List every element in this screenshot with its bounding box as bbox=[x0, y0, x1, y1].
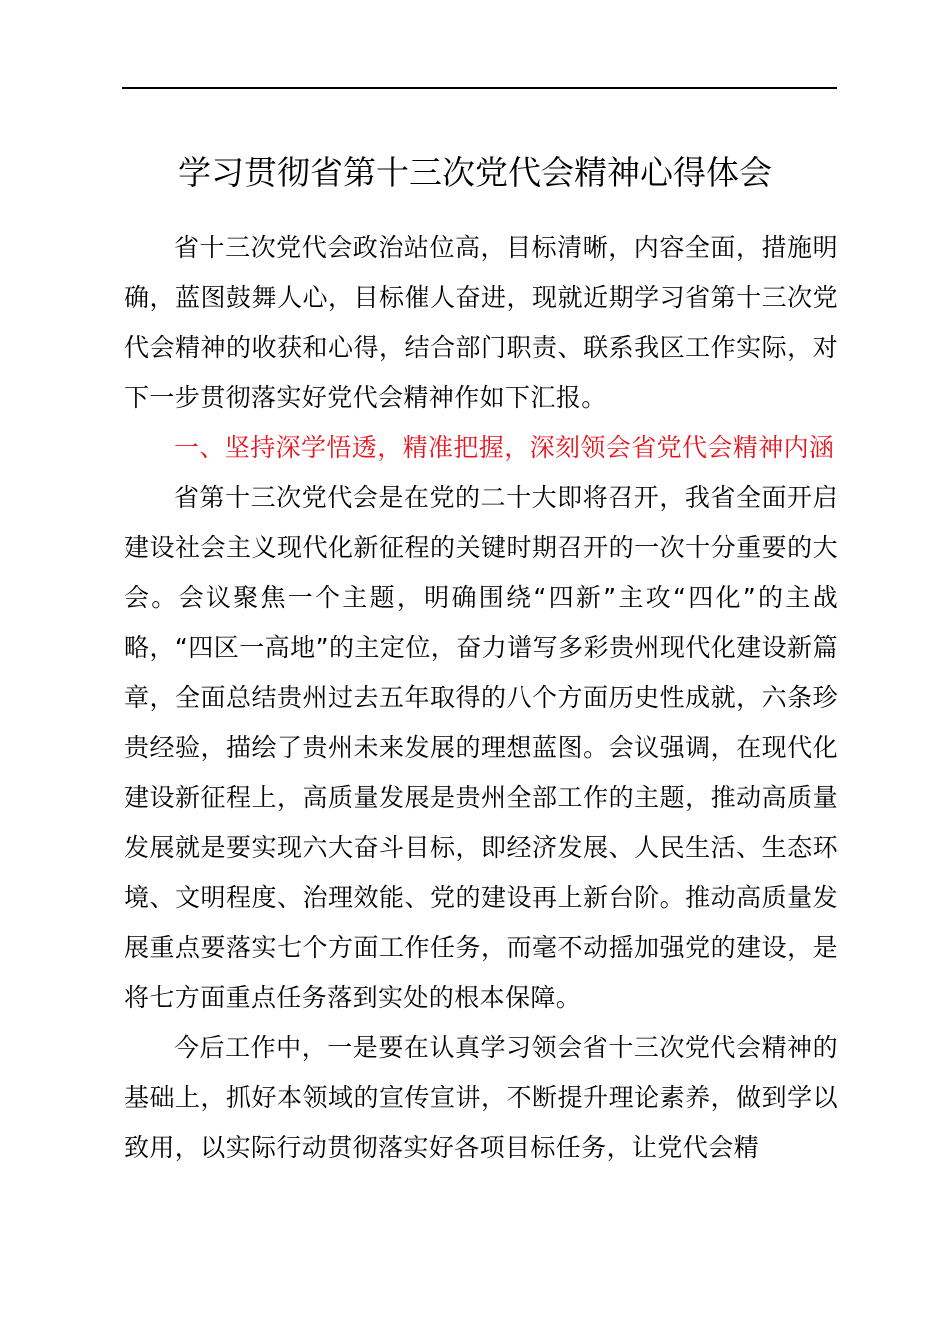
future-work-paragraph: 今后工作中，一是要在认真学习领会省十三次党代会精神的基础上，抓好本领域的宣传宣讲，不断提升理论素养，做到学以致用，以实际行动贯彻落实好各项目标任务，让党代会精 bbox=[124, 1033, 838, 1162]
document-title: 学习贯彻省第十三次党代会精神心得体会 bbox=[178, 153, 772, 192]
document-body bbox=[124, 223, 838, 1173]
intro-paragraph: 省十三次党代会政治站位高，目标清晰，内容全面，措施明确，蓝图鼓舞人心，目标催人奋进，现就近期学习省第十三次党代会精神的收获和心得，结合部门职责、联系我区工作实际，对下一步贯彻落实好党代会精神作如下汇报。 bbox=[124, 233, 838, 412]
section-heading-1: 一、坚持深学悟透，精准把握，深刻领会省党代会精神内涵 bbox=[174, 433, 835, 462]
header-rule bbox=[122, 87, 837, 89]
section-1-paragraph: 省第十三次党代会是在党的二十大即将召开，我省全面开启建设社会主义现代化新征程的关键时期召开的一次十分重要的大会。会议聚焦一个主题，明确围绕“四新”主攻“四化”的主战略，“四区一高地”的主定位，奋力谱写多彩贵州现代化建设新篇章，全面总结贵州过去五年取得的八个方面历史性成就，六条珍贵经验，描绘了贵州未来发展的理想蓝图。会议强调，在现代化建设新征程上，高质量发展是贵州全部工作的主题，推动高质量发展就是要实现六大奋斗目标，即经济发展、人民生活、生态环境、文明程度、治理效能、党的建设再上新台阶。推动高质量发展重点要落实七个方面工作任务，而毫不动摇加强党的建设，是将七方面重点任务落到实处的根本保障。 bbox=[124, 483, 838, 1012]
